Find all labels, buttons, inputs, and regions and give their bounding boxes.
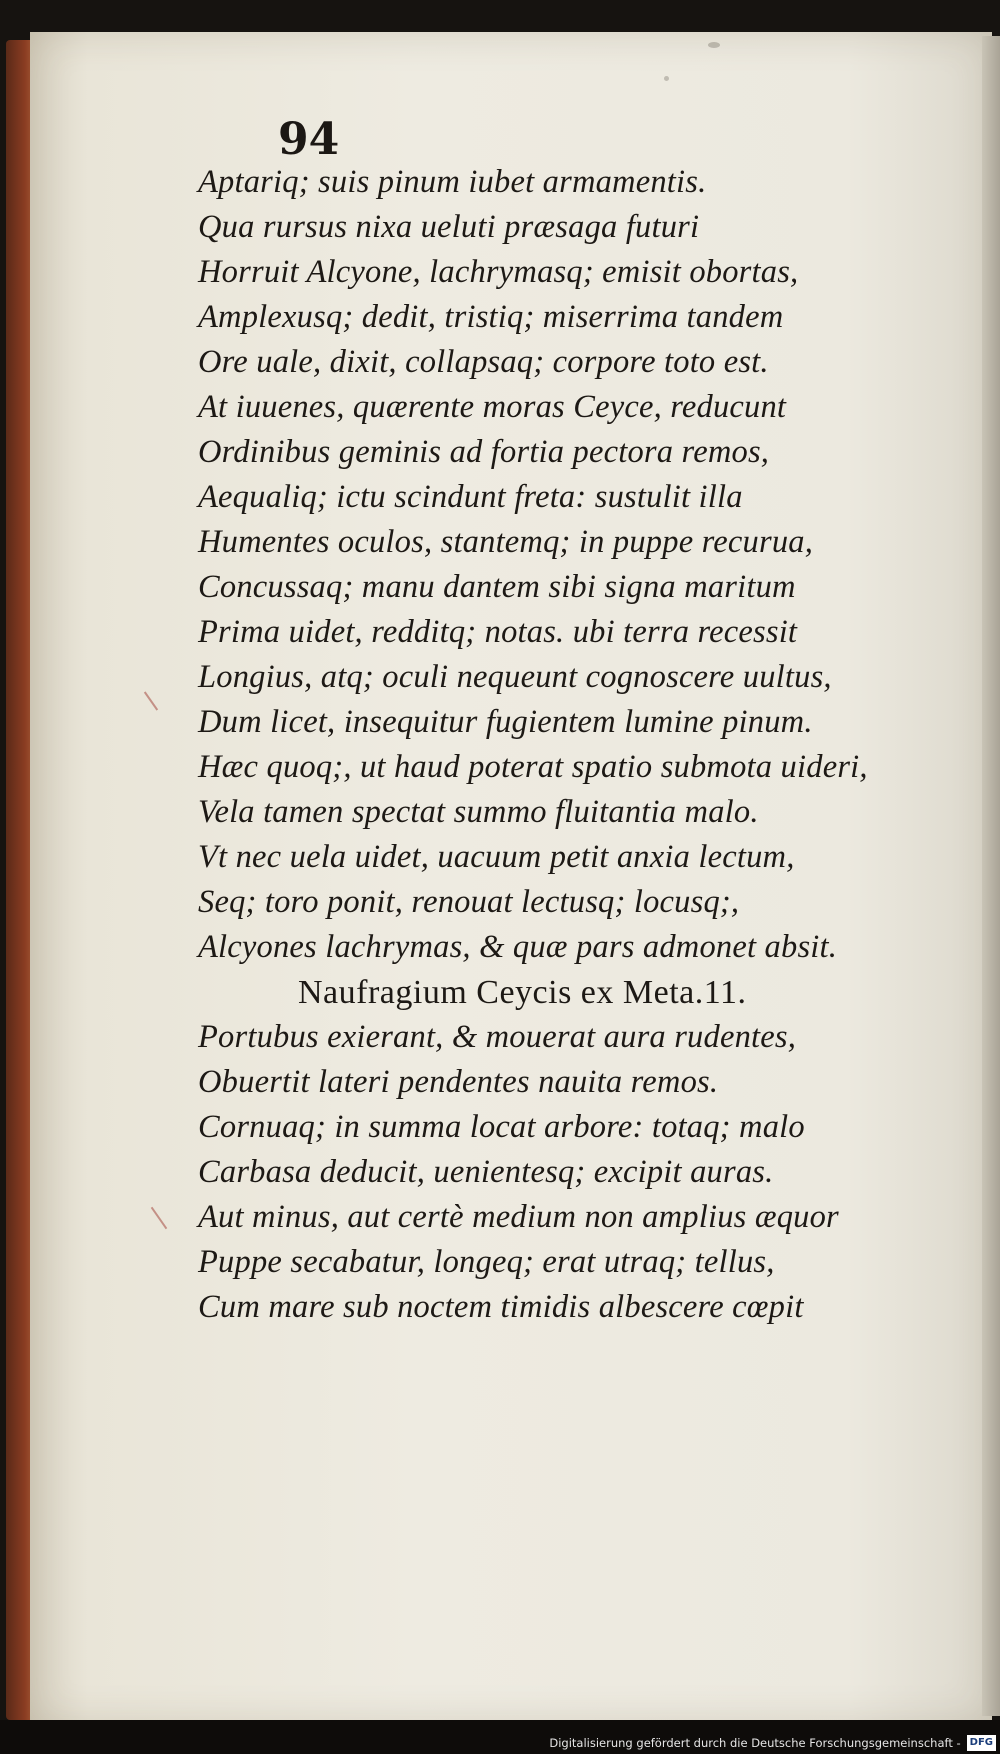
digitization-credit: Digitalisierung gefördert durch die Deutsche Forschungsgemeinschaft - [549,1736,961,1750]
verse-line: Ore uale, dixit, collapsaq; corpore toto est. [198,344,769,380]
verse-line: Aequaliq; ictu scindunt freta: sustulit illa [198,479,743,515]
verse-line: Aut minus, aut certè medium non amplius æquor [198,1199,839,1235]
verse-line: Puppe secabatur, longeq; erat utraq; tellus, [198,1244,775,1280]
section-heading: Naufragium Ceycis ex Meta.11. [298,974,747,1011]
verse-line: Obuertit lateri pendentes nauita remos. [198,1064,719,1100]
verse-line: Vela tamen spectat summo fluitantia malo. [198,794,759,830]
verse-line: At iuuenes, quærente moras Ceyce, reducunt [198,389,787,425]
verse-line: Aptariq; suis pinum iubet armamentis. [198,164,707,200]
verse-line: Hæc quoq;, ut haud poterat spatio submota uideri, [198,749,868,785]
verse-line: Vt nec uela uidet, uacuum petit anxia lectum, [198,839,795,875]
verse-line: Seq; toro ponit, renouat lectusq; locusq;, [198,884,740,920]
facing-page-edge [982,36,1000,1716]
verse-line: Concussaq; manu dantem sibi signa maritum [198,569,796,605]
dfg-logo: DFG [967,1735,996,1751]
verse-line: Humentes oculos, stantemq; in puppe recurua, [198,524,814,560]
verse-line: Longius, atq; oculi nequeunt cognoscere uultus, [198,659,832,695]
verse-line: Cornuaq; in summa locat arbore: totaq; malo [198,1109,805,1145]
digitization-credit-bar [539,1732,1000,1754]
verse-line: Prima uidet, redditq; notas. ubi terra recessit [198,614,798,650]
paper-spot [664,76,669,81]
verse-line: Carbasa deducit, uenientesq; excipit auras. [198,1154,774,1190]
verse-line: Portubus exierant, & mouerat aura rudentes, [198,1019,797,1055]
verse-line: Dum licet, insequitur fugientem lumine pinum. [198,704,813,740]
text-block [198,160,958,1330]
paper-spot [708,42,720,48]
verse-line: Alcyones lachrymas, & quæ pars admonet absit. [198,929,838,965]
page-number: 94 [278,114,340,165]
verse-line: Qua rursus nixa ueluti præsaga futuri [198,209,700,245]
verse-line: Ordinibus geminis ad fortia pectora remos, [198,434,770,470]
verse-line: Cum mare sub noctem timidis albescere cœpit [198,1289,804,1325]
verse-line: Horruit Alcyone, lachrymasq; emisit obortas, [198,254,799,290]
verse-line: Amplexusq; dedit, tristiq; miserrima tandem [198,299,784,335]
